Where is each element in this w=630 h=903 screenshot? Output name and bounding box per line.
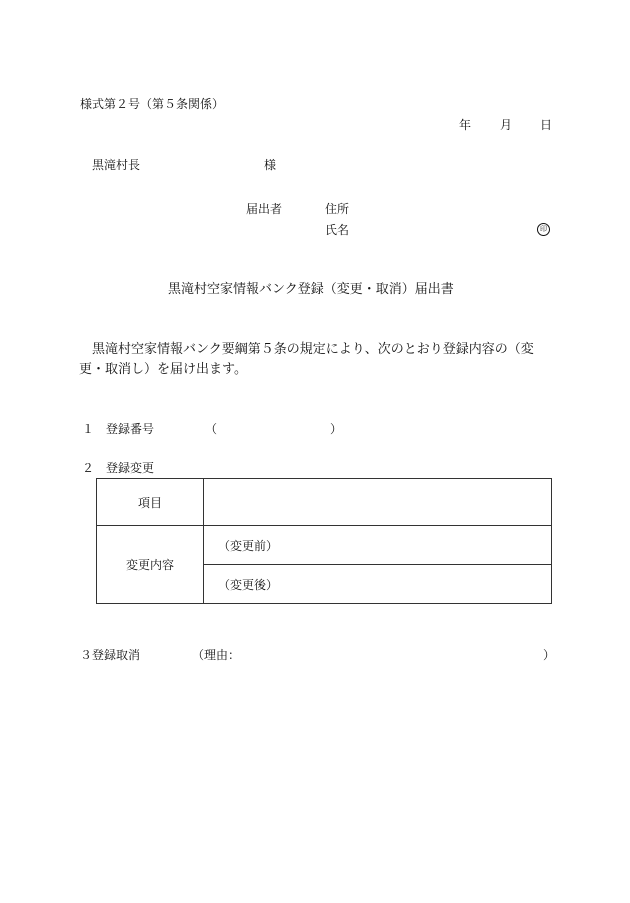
body-line-1: 黒滝村空家情報バンク要綱第５条の規定により、次のとおり登録内容の（変 xyxy=(92,342,534,357)
section1-close-paren: ） xyxy=(330,422,343,436)
section3-reason-label: （理由： xyxy=(192,648,241,662)
section2-label: 登録変更 xyxy=(106,461,155,475)
date-month-label: 月 xyxy=(500,118,513,132)
item-label-cell xyxy=(97,479,204,526)
table-row xyxy=(97,479,552,526)
addressee-honorific: 様 xyxy=(264,158,277,172)
change-table xyxy=(96,478,552,604)
addressee-name: 黒滝村長 xyxy=(92,158,141,172)
section1-open-paren: （ xyxy=(205,422,218,436)
applicant-label: 届出者 xyxy=(246,202,283,216)
table-row xyxy=(97,526,552,565)
section3-label: ３登録取消 xyxy=(80,648,141,662)
form-number: 様式第２号（第５条関係） xyxy=(80,97,225,111)
after-label: （変更後） xyxy=(218,577,279,592)
section3-close-paren: ） xyxy=(543,648,556,662)
applicant-address-label: 住所 xyxy=(325,202,350,216)
section1-number: １ xyxy=(82,422,95,436)
section2-number: ２ xyxy=(82,461,95,475)
before-label: （変更前） xyxy=(218,538,279,553)
body-line-2: 更・取消し）を届け出ます。 xyxy=(79,362,247,377)
date-day-label: 日 xyxy=(540,118,553,132)
before-cell[interactable] xyxy=(204,526,552,565)
document-title: 黒滝村空家情報バンク登録（変更・取消）届出書 xyxy=(168,282,454,297)
section1-label: 登録番号 xyxy=(106,422,155,436)
item-label: 項目 xyxy=(137,495,162,510)
content-label: 変更内容 xyxy=(125,558,174,572)
after-cell[interactable] xyxy=(204,565,552,604)
seal-mark: 印 xyxy=(537,223,550,236)
date-year-label: 年 xyxy=(459,118,472,132)
item-value-cell[interactable] xyxy=(204,479,552,526)
applicant-name-label: 氏名 xyxy=(325,223,350,237)
content-label-cell xyxy=(97,526,204,604)
